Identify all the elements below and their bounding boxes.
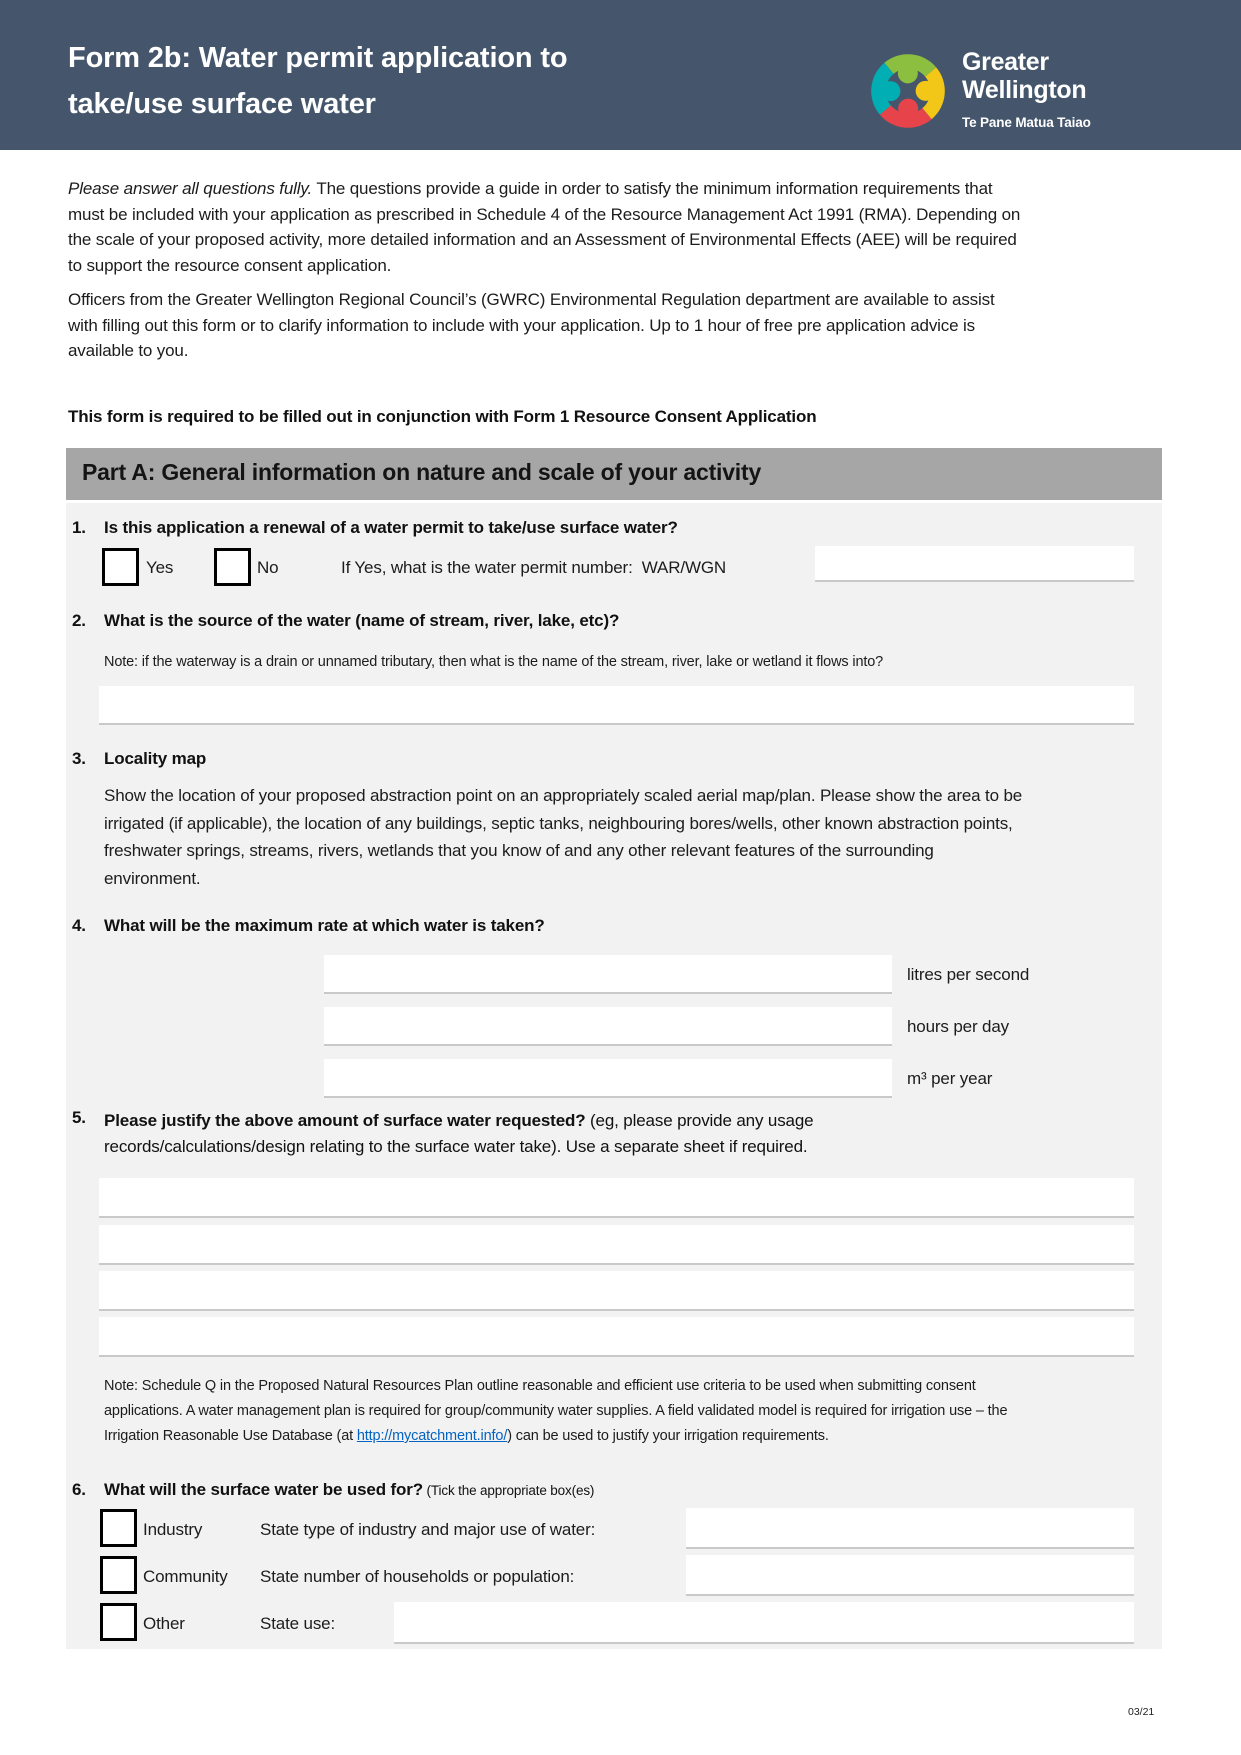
q5-schedule-q-note bbox=[104, 1374, 1049, 1449]
q5-note-after-link: ) can be used to justify your irrigation requirements. bbox=[507, 1428, 829, 1444]
page-header bbox=[0, 0, 1241, 150]
q3-question: Locality map bbox=[104, 749, 207, 768]
q1-no-label: No bbox=[257, 558, 279, 577]
q4-litres-per-second-input[interactable] bbox=[324, 955, 892, 994]
q5-question bbox=[104, 1108, 914, 1160]
q6-question bbox=[104, 1480, 1104, 1500]
q2-number: 2. bbox=[72, 611, 86, 630]
logo-tagline: Te Pane Matua Taiao bbox=[962, 115, 1091, 130]
part-a-title: Part A: General information on nature and scale of your activity bbox=[82, 459, 762, 485]
intro-p1-rest: The questions provide a guide in order to satisfy the minimum information requirements that must be included with your application as prescribed in Schedule 4 of the Resource Management Act 1991 (RMA). Depending on the scale of your proposed activity, more detailed information and an Assessment of Environmental Effects (AEE) will be required to support the resource consent application. bbox=[68, 179, 1021, 275]
q4-number: 4. bbox=[72, 916, 86, 935]
q4-m3-per-year-input[interactable] bbox=[324, 1059, 892, 1098]
intro-p1-italic: Please answer all questions fully. bbox=[68, 179, 313, 198]
logo-name-line2: Wellington bbox=[962, 76, 1087, 104]
q6-industry-input[interactable] bbox=[686, 1508, 1134, 1549]
q6-other-input[interactable] bbox=[394, 1602, 1134, 1644]
form1-requirement-note: This form is required to be filled out in conjunction with Form 1 Resource Consent Application bbox=[68, 407, 817, 426]
q6-other-prompt: State use: bbox=[260, 1614, 336, 1633]
part-a-header-bar bbox=[66, 448, 1162, 500]
intro-paragraph-2: Officers from the Greater Wellington Regional Council’s (GWRC) Environmental Regulation department are available to assist with filling out this form or to clarify information to include with your application. Up to 1 hour of free pre application advice is available to you. bbox=[68, 290, 995, 360]
q3-instructions: Show the location of your proposed abstraction point on an appropriately scaled aerial map/plan. Please show the area to be irrigated (if applicable), the location of any buildings, septic tanks, neighbouring bores/wells, other known abstraction points, freshwater springs, streams, rivers, wetlands that you know of and any other relevant features of the surrounding environment. bbox=[104, 786, 1023, 888]
q4-litres-per-second-label: litres per second bbox=[907, 965, 1030, 984]
form-version-stamp: 03/21 bbox=[1128, 1706, 1155, 1718]
q5-justification-line-4[interactable] bbox=[99, 1317, 1134, 1357]
q6-number: 6. bbox=[72, 1480, 86, 1499]
logo-wordmark bbox=[962, 48, 1086, 104]
q1-no-checkbox[interactable] bbox=[214, 548, 251, 586]
q5-justification-line-2[interactable] bbox=[99, 1225, 1134, 1265]
q4-m3-per-year-label: m³ per year bbox=[907, 1069, 993, 1088]
q5-question-rest: (eg, please provide any usage records/calculations/design relating to the surface water take). Use a separate sheet if required. bbox=[104, 1111, 814, 1156]
q1-yes-checkbox[interactable] bbox=[102, 548, 139, 586]
q2-source-input[interactable] bbox=[99, 686, 1134, 725]
q5-justification-line-1[interactable] bbox=[99, 1178, 1134, 1218]
q6-community-prompt: State number of households or population: bbox=[260, 1567, 575, 1586]
q6-community-checkbox[interactable] bbox=[100, 1556, 137, 1594]
q4-question: What will be the maximum rate at which water is taken? bbox=[104, 916, 545, 935]
q5-question-bold: Please justify the above amount of surface water requested? bbox=[104, 1111, 586, 1130]
form-title-line1: Form 2b: Water permit application to bbox=[68, 42, 568, 74]
mycatchment-link[interactable]: http://mycatchment.info/ bbox=[356, 1428, 508, 1444]
q1-number: 1. bbox=[72, 518, 86, 537]
q5-justification-line-3[interactable] bbox=[99, 1271, 1134, 1311]
q4-hours-per-day-input[interactable] bbox=[324, 1007, 892, 1046]
logo-name-line1: Greater bbox=[962, 48, 1049, 76]
q1-yes-label: Yes bbox=[146, 558, 174, 577]
q1-permit-number-input[interactable] bbox=[815, 546, 1134, 582]
greater-wellington-logo-icon bbox=[868, 48, 948, 134]
q6-industry-prompt: State type of industry and major use of water: bbox=[260, 1520, 596, 1539]
q5-note-before-link: Note: Schedule Q in the Proposed Natural Resources Plan outline reasonable and efficient use criteria to be used when submitting consent applications. A water management plan is required for group/community water supplies. A field validated model is required for irrigation use – the Irrigation Reasonable Use Database (at bbox=[104, 1378, 1008, 1444]
form-title bbox=[68, 35, 567, 127]
q2-note: Note: if the waterway is a drain or unnamed tributary, then what is the name of the stream, river, lake or wetland it flows into? bbox=[104, 654, 884, 670]
q1-question: Is this application a renewal of a water permit to take/use surface water? bbox=[104, 518, 678, 537]
q6-community-input[interactable] bbox=[686, 1555, 1134, 1596]
q6-other-label: Other bbox=[143, 1614, 185, 1633]
q5-number: 5. bbox=[72, 1108, 86, 1127]
q3-number: 3. bbox=[72, 749, 86, 768]
intro-paragraph-1 bbox=[68, 176, 1028, 278]
q1-permit-number-prompt: If Yes, what is the water permit number: WAR/WGN bbox=[341, 558, 727, 577]
q6-industry-label: Industry bbox=[143, 1520, 203, 1539]
form-title-line2: take/use surface water bbox=[68, 88, 376, 120]
q6-question-bold: What will the surface water be used for? bbox=[104, 1480, 423, 1499]
q6-industry-checkbox[interactable] bbox=[100, 1509, 137, 1547]
q6-question-small: (Tick the appropriate box(es) bbox=[422, 1483, 595, 1498]
q6-other-checkbox[interactable] bbox=[100, 1603, 137, 1641]
q4-hours-per-day-label: hours per day bbox=[907, 1017, 1010, 1036]
q2-question: What is the source of the water (name of stream, river, lake, etc)? bbox=[104, 611, 620, 630]
q6-community-label: Community bbox=[143, 1567, 228, 1586]
